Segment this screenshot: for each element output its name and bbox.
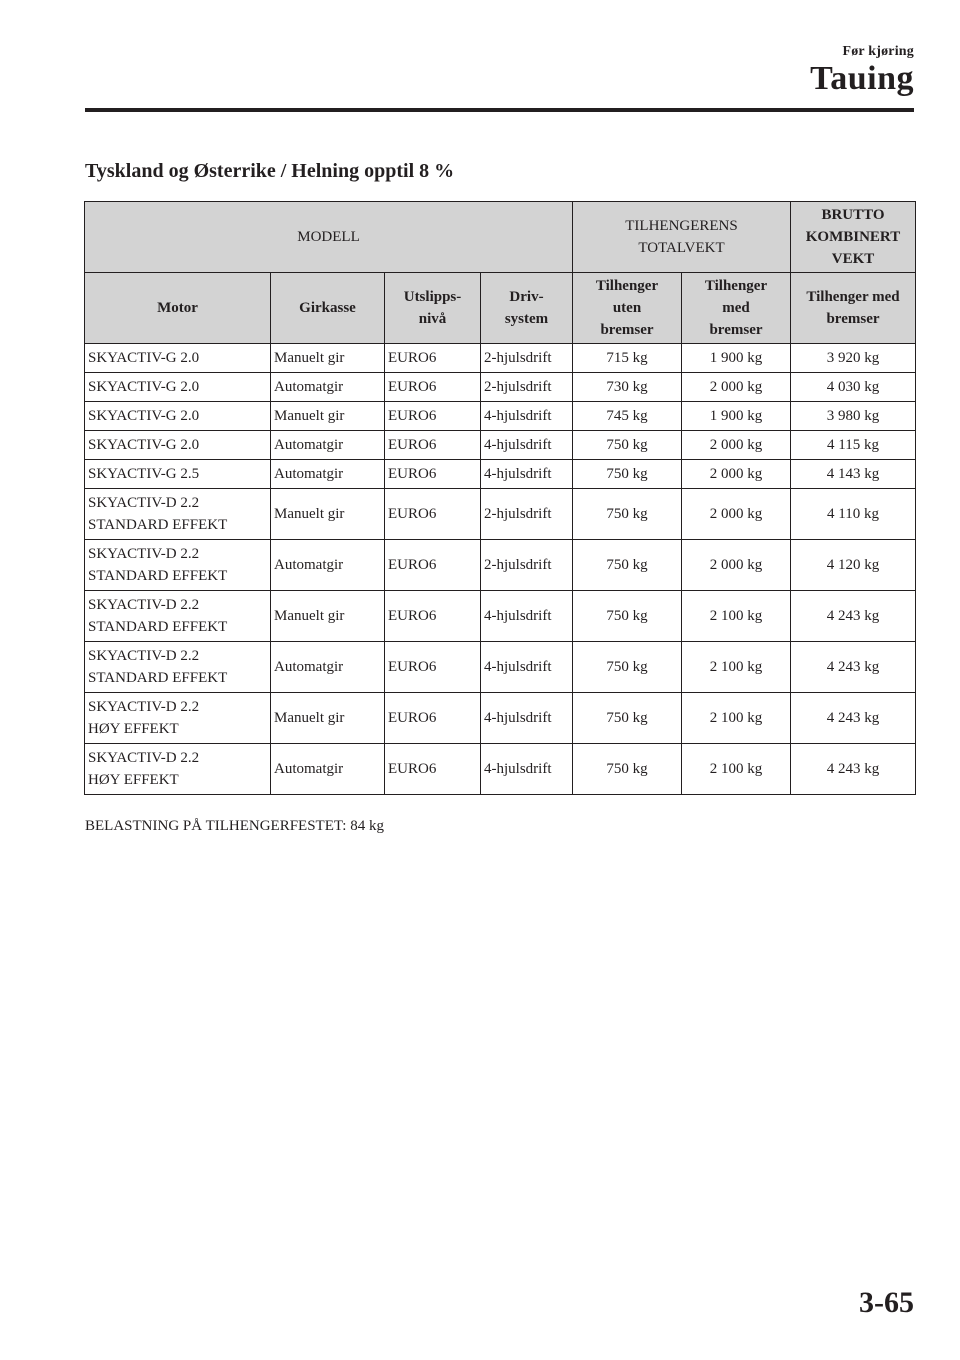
cell-motor: SKYACTIV-G 2.0 (85, 431, 271, 460)
cell-med-bremser: 2 000 kg (682, 540, 791, 591)
table-row (85, 402, 916, 431)
cell-utslipp: EURO6 (385, 744, 481, 795)
cell-motor: SKYACTIV-D 2.2 STANDARD EFFEKT (85, 591, 271, 642)
cell-uten-bremser: 750 kg (573, 489, 682, 540)
cell-girkasse: Automatgir (271, 431, 385, 460)
cell-med-bremser: 2 000 kg (682, 373, 791, 402)
cell-driv: 2-hjulsdrift (481, 540, 573, 591)
cell-uten-bremser: 745 kg (573, 402, 682, 431)
col-girkasse: Girkasse (271, 273, 385, 344)
cell-driv: 4-hjulsdrift (481, 591, 573, 642)
table-row (85, 642, 916, 693)
cell-brutto: 3 980 kg (791, 402, 916, 431)
table-row (85, 373, 916, 402)
cell-uten-bremser: 750 kg (573, 591, 682, 642)
table-row (85, 489, 916, 540)
header-gross: BRUTTO KOMBINERT VEKT (791, 202, 916, 273)
chapter-title: Før kjøring (842, 44, 914, 59)
cell-driv: 4-hjulsdrift (481, 642, 573, 693)
cell-brutto: 4 243 kg (791, 744, 916, 795)
table-row (85, 344, 916, 373)
cell-driv: 4-hjulsdrift (481, 460, 573, 489)
cell-uten-bremser: 750 kg (573, 642, 682, 693)
cell-driv: 2-hjulsdrift (481, 344, 573, 373)
cell-girkasse: Manuelt gir (271, 693, 385, 744)
cell-driv: 2-hjulsdrift (481, 489, 573, 540)
cell-girkasse: Automatgir (271, 460, 385, 489)
cell-utslipp: EURO6 (385, 489, 481, 540)
cell-med-bremser: 2 100 kg (682, 744, 791, 795)
cell-brutto: 4 243 kg (791, 591, 916, 642)
table-row (85, 591, 916, 642)
hitch-load-note: BELASTNING PÅ TILHENGERFESTET: 84 kg (85, 818, 384, 834)
header-trailer-total: TILHENGERENS TOTALVEKT (573, 202, 791, 273)
column-header-row (85, 273, 916, 344)
cell-utslipp: EURO6 (385, 642, 481, 693)
cell-driv: 4-hjulsdrift (481, 693, 573, 744)
cell-med-bremser: 2 100 kg (682, 642, 791, 693)
table-row (85, 693, 916, 744)
cell-motor: SKYACTIV-G 2.5 (85, 460, 271, 489)
col-med-bremser: Tilhenger med bremser (682, 273, 791, 344)
col-driv: Driv- system (481, 273, 573, 344)
section-title: Tauing (810, 60, 914, 97)
header-model: MODELL (85, 202, 573, 273)
cell-girkasse: Manuelt gir (271, 344, 385, 373)
cell-med-bremser: 2 100 kg (682, 591, 791, 642)
cell-brutto: 4 115 kg (791, 431, 916, 460)
cell-uten-bremser: 730 kg (573, 373, 682, 402)
cell-brutto: 4 143 kg (791, 460, 916, 489)
page-number: 3-65 (859, 1286, 914, 1319)
cell-girkasse: Manuelt gir (271, 489, 385, 540)
cell-med-bremser: 1 900 kg (682, 402, 791, 431)
cell-girkasse: Automatgir (271, 642, 385, 693)
cell-utslipp: EURO6 (385, 373, 481, 402)
cell-motor: SKYACTIV-D 2.2 STANDARD EFFEKT (85, 489, 271, 540)
header-rule (85, 108, 914, 112)
cell-utslipp: EURO6 (385, 344, 481, 373)
cell-brutto: 3 920 kg (791, 344, 916, 373)
cell-utslipp: EURO6 (385, 460, 481, 489)
cell-girkasse: Automatgir (271, 373, 385, 402)
cell-driv: 2-hjulsdrift (481, 373, 573, 402)
cell-motor: SKYACTIV-D 2.2 HØY EFFEKT (85, 693, 271, 744)
table-row (85, 431, 916, 460)
cell-med-bremser: 2 000 kg (682, 431, 791, 460)
cell-uten-bremser: 750 kg (573, 460, 682, 489)
table-heading: Tyskland og Østerrike / Helning opptil 8 % (85, 160, 455, 182)
cell-utslipp: EURO6 (385, 402, 481, 431)
cell-girkasse: Manuelt gir (271, 591, 385, 642)
cell-driv: 4-hjulsdrift (481, 402, 573, 431)
cell-brutto: 4 030 kg (791, 373, 916, 402)
col-motor: Motor (85, 273, 271, 344)
cell-uten-bremser: 750 kg (573, 693, 682, 744)
group-header-row (85, 202, 916, 273)
cell-brutto: 4 243 kg (791, 693, 916, 744)
cell-girkasse: Automatgir (271, 744, 385, 795)
cell-driv: 4-hjulsdrift (481, 744, 573, 795)
cell-uten-bremser: 750 kg (573, 431, 682, 460)
cell-girkasse: Manuelt gir (271, 402, 385, 431)
cell-med-bremser: 1 900 kg (682, 344, 791, 373)
cell-uten-bremser: 750 kg (573, 744, 682, 795)
col-uten-bremser: Tilhenger uten bremser (573, 273, 682, 344)
cell-brutto: 4 120 kg (791, 540, 916, 591)
cell-driv: 4-hjulsdrift (481, 431, 573, 460)
cell-med-bremser: 2 000 kg (682, 460, 791, 489)
cell-utslipp: EURO6 (385, 431, 481, 460)
col-utslipp: Utslipps- nivå (385, 273, 481, 344)
cell-med-bremser: 2 000 kg (682, 489, 791, 540)
towing-weight-table (84, 201, 916, 795)
cell-motor: SKYACTIV-G 2.0 (85, 402, 271, 431)
cell-girkasse: Automatgir (271, 540, 385, 591)
cell-brutto: 4 110 kg (791, 489, 916, 540)
cell-uten-bremser: 715 kg (573, 344, 682, 373)
cell-motor: SKYACTIV-D 2.2 STANDARD EFFEKT (85, 642, 271, 693)
cell-brutto: 4 243 kg (791, 642, 916, 693)
col-brutto-med-bremser: Tilhenger med bremser (791, 273, 916, 344)
cell-utslipp: EURO6 (385, 591, 481, 642)
cell-utslipp: EURO6 (385, 540, 481, 591)
table-row (85, 540, 916, 591)
cell-motor: SKYACTIV-G 2.0 (85, 373, 271, 402)
cell-motor: SKYACTIV-D 2.2 STANDARD EFFEKT (85, 540, 271, 591)
table-row (85, 460, 916, 489)
table-row (85, 744, 916, 795)
cell-motor: SKYACTIV-G 2.0 (85, 344, 271, 373)
cell-motor: SKYACTIV-D 2.2 HØY EFFEKT (85, 744, 271, 795)
cell-utslipp: EURO6 (385, 693, 481, 744)
cell-med-bremser: 2 100 kg (682, 693, 791, 744)
cell-uten-bremser: 750 kg (573, 540, 682, 591)
